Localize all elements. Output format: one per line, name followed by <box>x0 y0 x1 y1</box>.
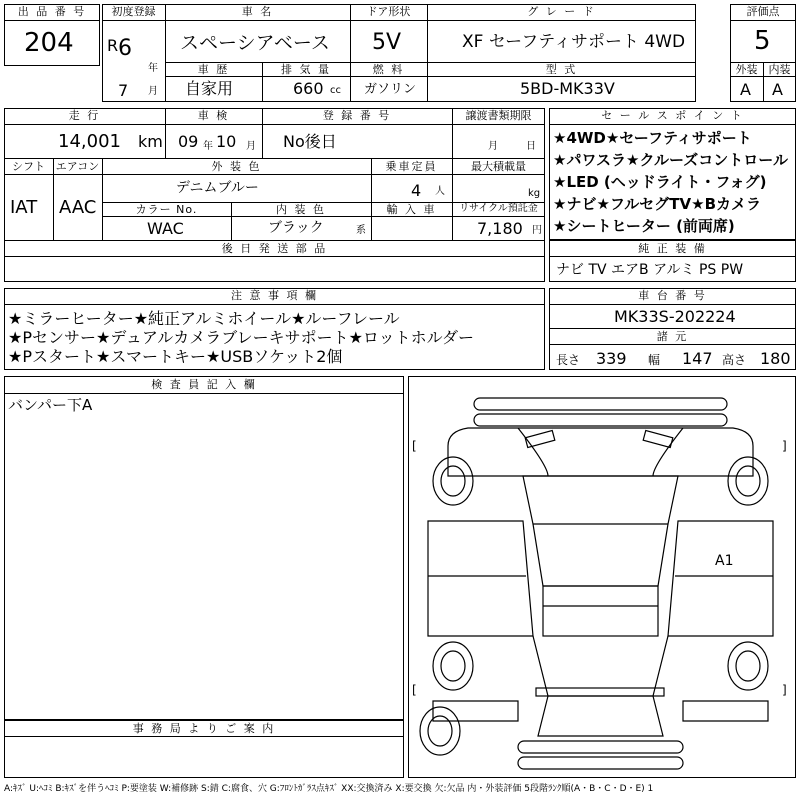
int-color-unit: 系 <box>356 225 366 236</box>
history: 自家用 <box>185 79 234 98</box>
ac-label: エアコン <box>55 160 100 173</box>
inspector-notes: バンパー下A <box>8 396 93 414</box>
later-parts-label: 後 日 発 送 部 品 <box>221 242 328 255</box>
mileage-label: 走 行 <box>68 109 101 122</box>
capacity: 4 <box>411 181 422 200</box>
color-label: 外 装 色 <box>211 160 262 173</box>
color-no: WAC <box>147 219 184 238</box>
height: 180 <box>760 349 791 368</box>
reg-no: No後日 <box>283 132 337 151</box>
reg-month-unit: 月 <box>148 86 158 97</box>
inspection-month-unit: 月 <box>246 141 256 152</box>
score-label: 評価点 <box>746 5 780 18</box>
sales-point: ★パワスラ★クルーズコントロール <box>553 151 788 169</box>
grade-label: グ レ ー ド <box>527 5 596 18</box>
dimensions-label: 諸 元 <box>656 330 689 343</box>
fuel: ガソリン <box>364 82 417 97</box>
inspection-month: 10 <box>216 132 237 151</box>
door-type: 5V <box>372 30 402 55</box>
recycle-unit: 円 <box>532 225 542 236</box>
sales-point: ★ナビ★フルセグTV★Bカメラ <box>553 195 762 213</box>
inspector-label: 検 査 員 記 入 欄 <box>151 378 257 391</box>
note-line: ★Pスタート★スマートキー★USBソケット2個 <box>8 347 343 366</box>
era-letter: R <box>107 36 119 55</box>
inspection-label: 車 検 <box>197 109 230 122</box>
int-color-label: 内 装 色 <box>276 203 326 216</box>
color-no-label: カラー No. <box>135 203 198 216</box>
model-code-label: 型 式 <box>545 63 578 76</box>
sales-point: ★LED (ヘッドライト・フォグ) <box>553 173 767 191</box>
ac: AAC <box>59 197 97 218</box>
chassis-number: MK33S-202224 <box>614 307 736 326</box>
ext-grade-label: 外装 <box>735 63 758 76</box>
length: 339 <box>596 349 627 368</box>
lot-number: 204 <box>24 28 74 58</box>
note-line: ★Pセンサー★デュアルカメラブレーキサポート★ロットホルダー <box>8 328 474 347</box>
recycle-label: リサイクル預託金 <box>459 203 538 214</box>
import-label: 輸 入 車 <box>386 203 437 216</box>
inspector-box <box>4 376 404 720</box>
displacement-unit: cc <box>330 85 341 96</box>
inspection-year: 09 <box>178 132 199 151</box>
equipment-label: 純 正 装 備 <box>638 242 707 255</box>
capacity-unit: 人 <box>435 186 445 197</box>
car-diagram <box>408 376 796 787</box>
mileage: 14,001 <box>58 131 121 152</box>
width: 147 <box>682 349 713 368</box>
capacity-label: 乗車定員 <box>385 160 438 173</box>
color: デニムブルー <box>176 180 259 196</box>
svg-text:]: ] <box>782 439 787 453</box>
max-load-unit: kg <box>528 188 541 199</box>
int-color: ブラック <box>268 220 324 236</box>
history-label: 車 歴 <box>197 63 230 76</box>
grade: XF セーフティサポート 4WD <box>462 32 686 52</box>
sales-point: ★シートヒーター (前両席) <box>553 217 735 235</box>
chassis-label: 車 台 番 号 <box>638 289 707 302</box>
fuel-label: 燃 料 <box>372 63 405 76</box>
damage-mark-a1: A1 <box>715 553 734 569</box>
mileage-unit: km <box>138 132 163 151</box>
inspection-year-unit: 年 <box>203 141 213 152</box>
displacement: 660 <box>293 79 324 98</box>
shift: IAT <box>10 197 38 218</box>
model-code: 5BD-MK33V <box>520 79 615 98</box>
ext-grade: A <box>740 80 751 99</box>
sales-points-label: セ ー ル ス ポ イ ン ト <box>601 109 744 122</box>
door-label: ドア形状 <box>366 5 411 18</box>
lot-number-label: 出 品 番 号 <box>17 5 87 18</box>
equipment: ナビ TV エアB アルミ PS PW <box>556 262 744 278</box>
reg-no-label: 登 録 番 号 <box>322 109 392 122</box>
length-label: 長さ <box>556 353 581 367</box>
int-grade-label: 内装 <box>768 63 791 76</box>
first-reg-label: 初度登録 <box>111 5 156 18</box>
reg-year-unit: 年 <box>148 63 158 74</box>
office-label: 事 務 局 よ り ご 案 内 <box>132 722 276 735</box>
transfer-month-unit: 月 <box>488 141 498 152</box>
car-name: スペーシアベース <box>180 32 330 54</box>
svg-text:[: [ <box>412 439 417 453</box>
max-load-label: 最大積載量 <box>471 160 526 173</box>
damage-legend: A:ｷｽﾞ U:ﾍｺﾐ B:ｷｽﾞを伴うﾍｺﾐ P:要塗装 W:補修跡 S:錆 C:腐食、穴 G:ﾌﾛﾝﾄｶﾞﾗｽ点ｷｽﾞ XX:交換済み X:要交換 欠:欠品 内・外装評価 5段階ﾗﾝｸ順(A・B・C・D・E) 1 <box>4 784 654 794</box>
svg-text:[: [ <box>412 683 417 697</box>
int-grade: A <box>772 80 783 99</box>
displacement-label: 排 気 量 <box>281 63 331 76</box>
width-label: 幅 <box>648 353 661 367</box>
car-name-label: 車 名 <box>241 5 274 18</box>
recycle-amount: 7,180 <box>477 219 523 238</box>
reg-year: 6 <box>118 36 132 61</box>
reg-month: 7 <box>118 81 129 100</box>
notes-label: 注 意 事 項 欄 <box>231 289 318 302</box>
transfer-day-unit: 日 <box>526 141 536 152</box>
svg-text:]: ] <box>782 683 787 697</box>
transfer-label: 譲渡書類期限 <box>465 109 532 122</box>
score: 5 <box>754 26 771 56</box>
height-label: 高さ <box>722 353 747 367</box>
shift-label: シフト <box>12 160 45 173</box>
note-line: ★ミラーヒーター★純正アルミホイール★ルーフレール <box>8 309 400 328</box>
sales-point: ★4WD★セーフティサポート <box>553 129 752 147</box>
